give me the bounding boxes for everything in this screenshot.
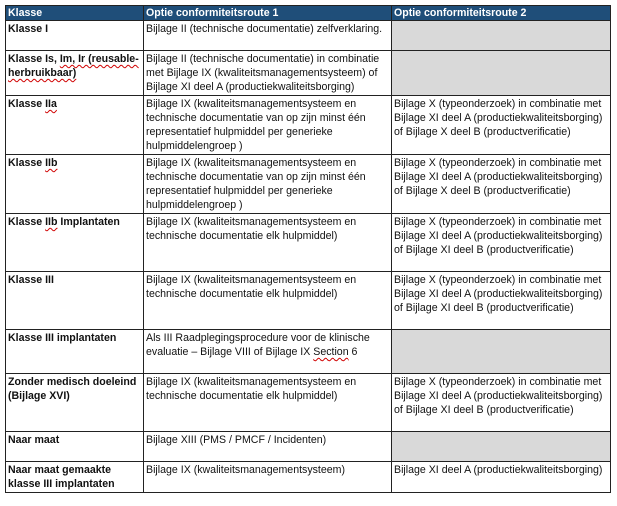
row-route2-cell: Bijlage X (typeonderzoek) in combinatie met Bijlage XI deel A (productiekwaliteitsborging) of Bijlage X deel B (productverificatie) — [392, 155, 611, 214]
row-route2-cell-empty — [392, 432, 611, 462]
row-route1-cell: Bijlage IX (kwaliteitsmanagementsysteem en technische documentatie van op zijn minst één representatief hulpmiddel per generieke hulpmiddelengroep ) — [144, 155, 392, 214]
klasse-text: Naar maat — [8, 434, 60, 446]
table-row — [6, 51, 611, 96]
row-klasse-cell — [6, 272, 144, 330]
row-route1-cell: Bijlage IX (kwaliteitsmanagementsysteem en technische documentatie van op zijn minst één representatief hulpmiddel per generieke hulpmiddelengroep ) — [144, 96, 392, 155]
row-route2-cell-empty — [392, 21, 611, 51]
table-row — [6, 155, 611, 214]
table-header-row — [6, 6, 611, 21]
route1-text-spellcheck: Section — [313, 346, 349, 358]
table-row — [6, 374, 611, 432]
row-route1-cell: Bijlage II (technische documentatie) zelfverklaring. — [144, 21, 392, 51]
header-route-2: Optie conformiteitsroute 2 — [392, 6, 611, 21]
table-row — [6, 214, 611, 272]
row-route2-cell: Bijlage X (typeonderzoek) in combinatie met Bijlage XI deel A (productiekwaliteitsborging) of Bijlage X deel B (productverificatie) — [392, 96, 611, 155]
klasse-text-spellcheck: IIa — [45, 98, 57, 110]
klasse-text-spellcheck: IIb — [45, 157, 58, 169]
document-page — [5, 5, 610, 493]
klasse-text: Klasse III implantaten — [8, 332, 117, 344]
route1-text-suffix: 6 — [348, 346, 358, 358]
row-route2-cell: Bijlage XI deel A (productiekwaliteitsborging) — [392, 462, 611, 493]
klasse-text: Naar maat gemaakte klasse III implantaten — [8, 464, 115, 490]
klasse-text-spellcheck: Im, Ir (reusable-herbruikbaar) — [8, 53, 139, 79]
row-klasse-cell — [6, 462, 144, 493]
row-route2-cell-empty — [392, 330, 611, 374]
row-route2-cell: Bijlage X (typeonderzoek) in combinatie met Bijlage XI deel A (productiekwaliteitsborging) of Bijlage XI deel B (productverificatie) — [392, 272, 611, 330]
row-klasse-cell — [6, 432, 144, 462]
row-klasse-cell — [6, 155, 144, 214]
klasse-text: Klasse III — [8, 274, 54, 286]
row-route1-cell: Bijlage II (technische documentatie) in combinatie met Bijlage IX (kwaliteitsmanagementsysteem) of Bijlage XI deel A (productiekwaliteitsborging) — [144, 51, 392, 96]
table-row — [6, 21, 611, 51]
klasse-text: Klasse Is, — [8, 53, 60, 65]
klasse-text: Zonder medisch doeleind (Bijlage XVI) — [8, 376, 137, 402]
row-klasse-cell — [6, 96, 144, 155]
row-route2-cell-empty — [392, 51, 611, 96]
klasse-text: Klasse — [8, 216, 46, 228]
row-route1-cell: Bijlage IX (kwaliteitsmanagementsysteem en technische documentatie elk hulpmiddel) — [144, 272, 392, 330]
row-klasse-cell — [6, 21, 144, 51]
row-route1-cell: Bijlage IX (kwaliteitsmanagementsysteem) — [144, 462, 392, 493]
row-route1-cell — [144, 330, 392, 374]
row-klasse-cell — [6, 330, 144, 374]
klasse-text: Klasse I — [8, 23, 49, 35]
route1-text: Als III Raadplegingsprocedure voor de klinische evaluatie – Bijlage VIII of Bijlage IX — [146, 332, 370, 358]
table-row — [6, 96, 611, 155]
row-route2-cell: Bijlage X (typeonderzoek) in combinatie met Bijlage XI deel A (productiekwaliteitsborging) of Bijlage XI deel B (productverificatie) — [392, 374, 611, 432]
conformity-routes-table — [5, 5, 611, 493]
row-route2-cell: Bijlage X (typeonderzoek) in combinatie met Bijlage XI deel A (productiekwaliteitsborging) of Bijlage XI deel B (productverificatie) — [392, 214, 611, 272]
row-klasse-cell — [6, 51, 144, 96]
klasse-text: Klasse — [8, 98, 46, 110]
klasse-text-suffix: Implantaten — [57, 216, 120, 228]
header-route-1: Optie conformiteitsroute 1 — [144, 6, 392, 21]
row-route1-cell: Bijlage XIII (PMS / PMCF / Incidenten) — [144, 432, 392, 462]
row-route1-cell: Bijlage IX (kwaliteitsmanagementsysteem en technische documentatie elk hulpmiddel) — [144, 214, 392, 272]
row-klasse-cell — [6, 374, 144, 432]
klasse-text: Klasse — [8, 157, 46, 169]
row-klasse-cell — [6, 214, 144, 272]
row-route1-cell: Bijlage IX (kwaliteitsmanagementsysteem en technische documentatie elk hulpmiddel) — [144, 374, 392, 432]
table-row — [6, 272, 611, 330]
table-row — [6, 432, 611, 462]
header-klasse: Klasse — [6, 6, 144, 21]
klasse-text-spellcheck: IIb — [45, 216, 58, 228]
table-row — [6, 462, 611, 493]
table-row — [6, 330, 611, 374]
